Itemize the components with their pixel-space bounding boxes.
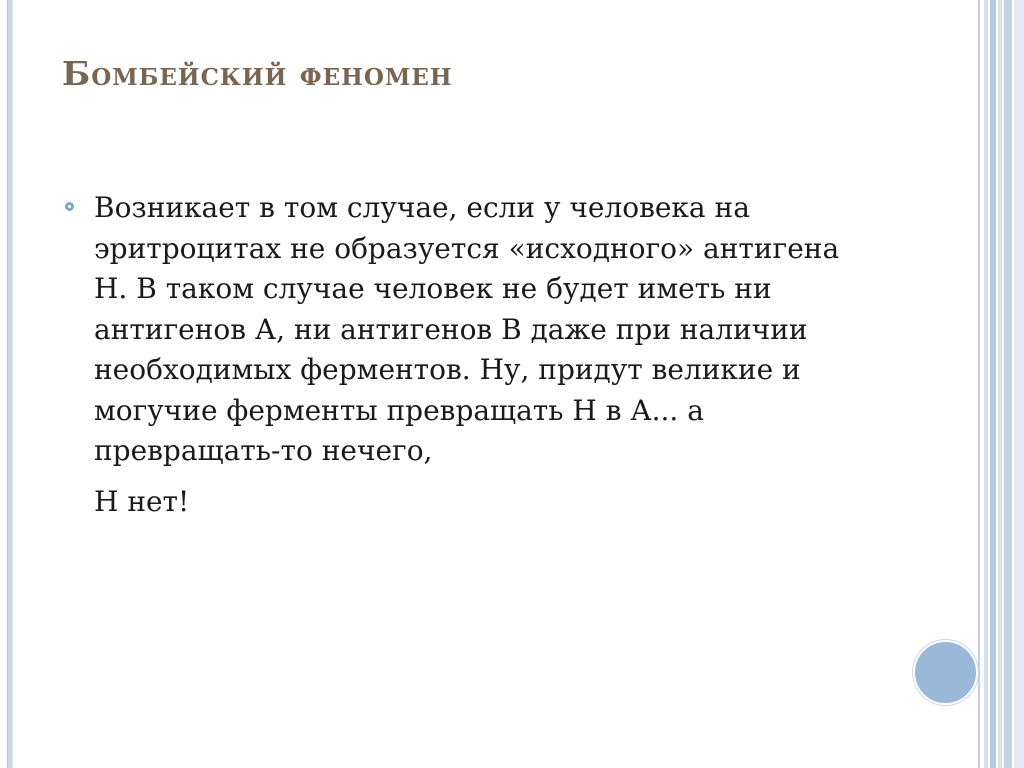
circle-bullet-icon: [65, 202, 74, 211]
right-border-stripe: [1014, 0, 1024, 768]
right-border-stripe: [1004, 0, 1012, 768]
bullet-item: [62, 188, 842, 522]
slide-title: Бомбейский феномен: [62, 54, 453, 93]
bullet-text: Возникает в том случае, если у человека на эритроцитах не образуется «исходного» антигена Н. В таком случае человек не будет иметь ни антигенов А, ни антигенов В даже при наличии необходимых ферментов. Ну, придут великие и могучие ферменты превращать Н в А... а превращать-то нечего,: [94, 191, 840, 467]
slide-body: [62, 188, 842, 522]
right-border-stripe: [984, 0, 988, 768]
right-border-stripe: [998, 0, 1002, 768]
left-border-decoration: [7, 0, 13, 768]
bullet-continuation: Н нет!: [94, 484, 190, 518]
right-border-stripe: [990, 0, 996, 768]
circle-decoration-icon: [913, 640, 978, 705]
right-border-stripe: [978, 0, 980, 768]
